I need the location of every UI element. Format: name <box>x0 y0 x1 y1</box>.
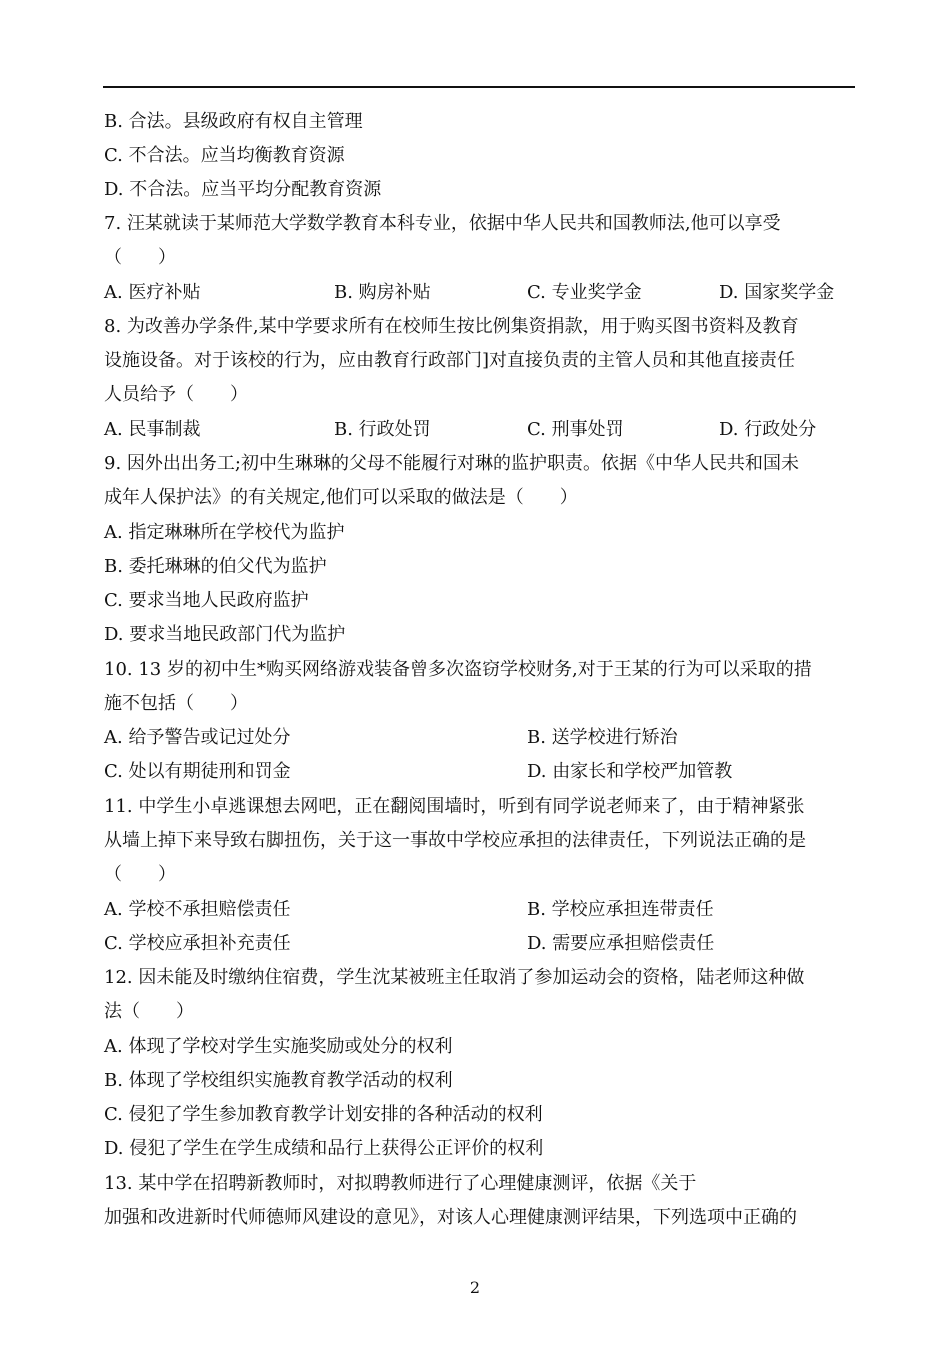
q12-option-b: B. 体现了学校组织实施教育教学活动的权利 <box>104 1070 453 1091</box>
q11-option-b: B. 学校应承担连带责任 <box>527 899 714 920</box>
q7-option-b: B. 购房补贴 <box>334 282 431 303</box>
q10-stem-line-1: 10. 13 岁的初中生*购买网络游戏装备曾多次盗窃学校财务,对于王某的行为可以采取的措 <box>104 659 812 680</box>
q12-option-a: A. 体现了学校对学生实施奖励或处分的权利 <box>104 1036 453 1057</box>
q9-option-d: D. 要求当地民政部门代为监护 <box>104 624 346 645</box>
q12-option-d: D. 侵犯了学生在学生成绩和品行上获得公正评价的权利 <box>104 1138 544 1159</box>
q8-stem-line-3: 人员给予（ ） <box>104 384 248 405</box>
q11-stem-line-3: （ ） <box>104 864 176 885</box>
q12-stem-line-1: 12. 因未能及时缴纳住宿费，学生沈某被班主任取消了参加运动会的资格，陆老师这种做 <box>104 967 805 988</box>
q11-option-d: D. 需要应承担赔偿责任 <box>527 933 715 954</box>
q7-option-c: C. 专业奖学金 <box>527 282 642 303</box>
q7-option-a: A. 医疗补贴 <box>104 282 201 303</box>
q11-option-a: A. 学校不承担赔偿责任 <box>104 899 291 920</box>
q7-stem-line-1: 7. 汪某就读于某师范大学数学教育本科专业，依据中华人民共和国教师法,他可以享受 <box>104 213 781 234</box>
q8-option-a: A. 民事制裁 <box>104 419 201 440</box>
page-number: 2 <box>469 1278 481 1297</box>
q9-option-c: C. 要求当地人民政府监护 <box>104 590 309 611</box>
q8-option-b: B. 行政处罚 <box>334 419 431 440</box>
q9-stem-line-1: 9. 因外出出务工;初中生琳琳的父母不能履行对琳的监护职责。依据《中华人民共和国未 <box>104 453 799 474</box>
q9-option-a: A. 指定琳琳所在学校代为监护 <box>104 522 345 543</box>
q8-option-d: D. 行政处分 <box>719 419 817 440</box>
q6-option-c: C. 不合法。应当均衡教育资源 <box>104 145 345 166</box>
q13-stem-line-2: 加强和改进新时代师德师风建设的意见》，对该人心理健康测评结果，下列选项中正确的 <box>104 1207 797 1228</box>
q6-option-b: B. 合法。县级政府有权自主管理 <box>104 111 363 132</box>
q13-stem-line-1: 13. 某中学在招聘新教师时，对拟聘教师进行了心理健康测评，依据《关于 <box>104 1173 697 1194</box>
q10-option-a: A. 给予警告或记过处分 <box>104 727 291 748</box>
header-rule <box>103 86 855 88</box>
q7-option-d: D. 国家奖学金 <box>719 282 835 303</box>
q11-stem-line-2: 从墙上掉下来导致右脚扭伤，关于这一事故中学校应承担的法律责任，下列说法正确的是 <box>104 830 806 851</box>
q9-stem-line-2: 成年人保护法》的有关规定,他们可以采取的做法是（ ） <box>104 487 578 508</box>
q8-stem-line-2: 设施设备。对于该校的行为，应由教育行政部门]对直接负责的主管人员和其他直接责任 <box>104 350 796 371</box>
q10-option-d: D. 由家长和学校严加管教 <box>527 761 733 782</box>
q10-option-c: C. 处以有期徒刑和罚金 <box>104 761 291 782</box>
q12-stem-line-2: 法（ ） <box>104 1001 194 1022</box>
q6-option-d: D. 不合法。应当平均分配教育资源 <box>104 179 382 200</box>
q10-stem-line-2: 施不包括（ ） <box>104 693 248 714</box>
q9-option-b: B. 委托琳琳的伯父代为监护 <box>104 556 327 577</box>
q11-option-c: C. 学校应承担补充责任 <box>104 933 291 954</box>
q8-option-c: C. 刑事处罚 <box>527 419 624 440</box>
q8-stem-line-1: 8. 为改善办学条件,某中学要求所有在校师生按比例集资捐款，用于购买图书资料及教育 <box>104 316 799 337</box>
q7-stem-line-2: （ ） <box>104 247 176 268</box>
q11-stem-line-1: 11. 中学生小卓逃课想去网吧，正在翻阅围墙时，听到有同学说老师来了，由于精神紧张 <box>104 796 805 817</box>
q10-option-b: B. 送学校进行矫治 <box>527 727 678 748</box>
q12-option-c: C. 侵犯了学生参加教育教学计划安排的各种活动的权利 <box>104 1104 543 1125</box>
